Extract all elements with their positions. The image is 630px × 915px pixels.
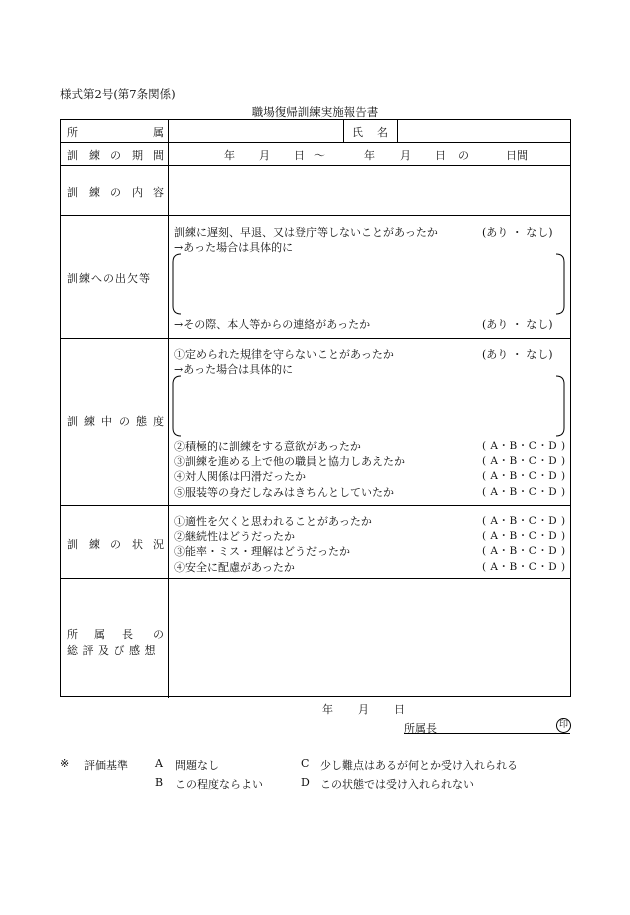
criteria-a-key: A — [155, 757, 163, 770]
attitude-label-1: 訓 — [67, 415, 78, 428]
attendance-q2-answer[interactable]: (あり ・ なし) — [482, 318, 553, 331]
name-label-b: 名 — [377, 126, 388, 139]
page-title: 職場復帰訓練実施報告書 — [251, 105, 379, 119]
period-tilde: ～ — [314, 149, 325, 162]
status-label-1: 訓 — [67, 538, 78, 551]
attitude-item-4: ④対人関係は円滑だったか — [174, 470, 306, 483]
criteria-a-text: 問題なし — [175, 759, 219, 772]
attitude-label-6: 度 — [153, 415, 164, 428]
criteria-mark: ※ — [60, 757, 70, 770]
attitude-q1: ①定められた規律を守らないことがあったか — [174, 348, 394, 361]
period-label-2: 練 — [89, 149, 100, 162]
attitude-label-2: 練 — [84, 415, 95, 428]
attitude-item-2: ②積極的に訓練をする意欲があったか — [174, 440, 361, 453]
report-form-table — [60, 119, 571, 697]
signature-line[interactable] — [404, 733, 570, 734]
period-label-4: 期 — [132, 149, 143, 162]
attendance-q1-answer[interactable]: (あり ・ なし) — [482, 226, 553, 239]
status-label-3: の — [110, 538, 121, 551]
date-year: 年 — [322, 703, 333, 716]
status-item-3: ③能率・ミス・理解はどうだったか — [174, 545, 350, 558]
status-item-1: ①適性を欠くと思われることがあったか — [174, 515, 372, 528]
period-start-year: 年 — [224, 149, 235, 162]
name-label-a: 氏 — [352, 126, 363, 139]
seal-mark: 印 — [556, 718, 571, 733]
period-no: の — [458, 149, 469, 162]
attendance-q2: →その際、本人等からの連絡があったか — [174, 318, 371, 331]
period-end-month: 月 — [400, 149, 411, 162]
summary-label-1a: 所 — [67, 628, 78, 641]
name-field[interactable] — [398, 121, 570, 141]
criteria-c-key: C — [301, 757, 310, 770]
attitude-item-5-scale[interactable]: ( A・B・C・D ) — [482, 486, 566, 498]
content-label-3: の — [110, 186, 121, 199]
content-label-1: 訓 — [67, 186, 78, 199]
period-end-year: 年 — [364, 149, 375, 162]
criteria-b-text: この程度ならよい — [175, 778, 263, 791]
summary-label-1b: 属 — [94, 628, 105, 641]
summary-label-1c: 長 — [122, 628, 133, 641]
status-label-4: 状 — [132, 538, 143, 551]
affiliation-label-b: 属 — [153, 126, 164, 139]
attitude-item-3-scale[interactable]: ( A・B・C・D ) — [482, 455, 566, 467]
attendance-detail-field[interactable] — [181, 256, 556, 311]
period-label-3: の — [110, 149, 121, 162]
form-number: 様式第2号(第7条関係) — [60, 87, 176, 101]
affiliation-field[interactable] — [169, 121, 342, 141]
content-label-4: 内 — [132, 186, 143, 199]
period-start-day: 日 — [294, 149, 305, 162]
content-field[interactable] — [169, 166, 570, 214]
period-end-day: 日 — [435, 149, 446, 162]
status-item-4: ④安全に配慮があったか — [174, 561, 295, 574]
summary-label-1d: の — [153, 628, 164, 641]
criteria-c-text: 少し難点はあるが何とか受け入れられる — [320, 759, 518, 772]
date-day: 日 — [394, 703, 405, 716]
period-label-1: 訓 — [67, 149, 78, 162]
criteria-d-key: D — [301, 776, 310, 789]
attitude-item-5: ⑤服装等の身だしなみはきちんとしていたか — [174, 486, 394, 499]
attitude-detail-field[interactable] — [181, 378, 556, 433]
criteria-b-key: B — [155, 776, 164, 789]
status-item-4-scale[interactable]: ( A・B・C・D ) — [482, 561, 566, 573]
summary-label-2: 総評及び感想 — [67, 644, 160, 657]
attitude-q1-answer[interactable]: (あり ・ なし) — [482, 348, 553, 361]
attendance-q1: 訓練に遅刻、早退、又は登庁等しないことがあったか — [174, 226, 438, 239]
content-label-5: 容 — [153, 186, 164, 199]
criteria-d-text: この状態では受け入れられない — [320, 778, 474, 791]
period-start-month: 月 — [259, 149, 270, 162]
affiliation-label-a: 所 — [67, 126, 78, 139]
content-label-2: 練 — [89, 186, 100, 199]
status-item-1-scale[interactable]: ( A・B・C・D ) — [482, 515, 566, 527]
status-label-2: 練 — [89, 538, 100, 551]
attendance-detail-prompt: →あった場合は具体的に — [174, 241, 294, 254]
signer-label: 所属長 — [404, 722, 437, 735]
attitude-label-4: の — [119, 415, 130, 428]
date-month: 月 — [358, 703, 369, 716]
period-days: 日間 — [506, 149, 528, 162]
attitude-label-3: 中 — [101, 415, 112, 428]
attitude-label-5: 態 — [136, 415, 147, 428]
status-item-3-scale[interactable]: ( A・B・C・D ) — [482, 545, 566, 557]
attitude-item-3: ③訓練を進める上で他の職員と協力しあえたか — [174, 455, 405, 468]
status-item-2-scale[interactable]: ( A・B・C・D ) — [482, 530, 566, 542]
status-label-5: 況 — [153, 538, 164, 551]
summary-field[interactable] — [169, 579, 570, 696]
attitude-item-2-scale[interactable]: ( A・B・C・D ) — [482, 440, 566, 452]
attendance-label: 訓練への出欠等 — [67, 272, 151, 285]
attitude-item-4-scale[interactable]: ( A・B・C・D ) — [482, 470, 566, 482]
criteria-title: 評価基準 — [84, 759, 128, 772]
period-label-5: 間 — [153, 149, 164, 162]
status-item-2: ②継続性はどうだったか — [174, 530, 295, 543]
attitude-detail-prompt: →あった場合は具体的に — [174, 363, 294, 376]
